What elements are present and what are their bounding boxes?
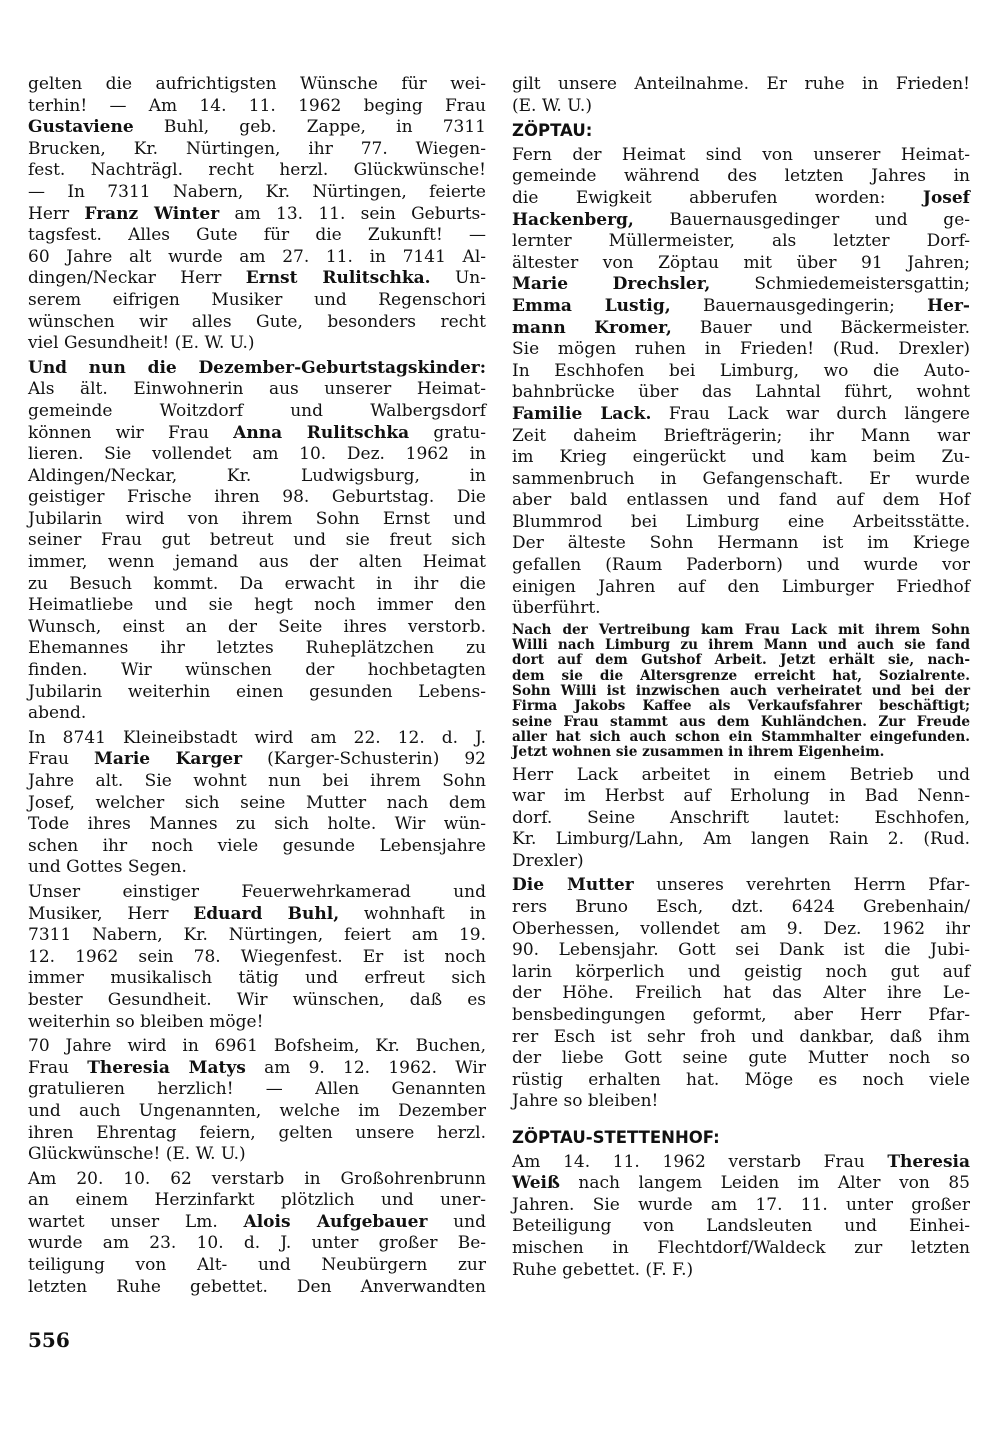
text-line bbox=[512, 829, 970, 851]
text-run: Willi nach Limburg zu ihrem Mann und auch sie fand bbox=[512, 637, 970, 654]
text-run: serem eifrigen Musiker und Regenschori bbox=[28, 289, 486, 310]
text-line bbox=[28, 247, 486, 269]
text-run: wurde am 23. 10. d. J. unter großer Be- bbox=[28, 1233, 486, 1254]
text-line bbox=[512, 210, 970, 232]
text-run: 70 Jahre wird in 6961 Bofsheim, Kr. Buchen, bbox=[28, 1036, 486, 1057]
text-run: Fern der Heimat sind von unserer Heimat- bbox=[512, 144, 970, 165]
text-line bbox=[28, 1169, 486, 1191]
text-line bbox=[512, 983, 970, 1005]
text-line bbox=[28, 96, 486, 118]
text-run: Jahren. Sie wurde am 17. 11. unter großer bbox=[512, 1194, 970, 1215]
text-line bbox=[512, 1152, 970, 1174]
right-column bbox=[512, 74, 970, 1284]
text-run: ZÖPTAU: bbox=[512, 121, 593, 141]
text-run: immer musikalisch tätig und erfreut sich bbox=[28, 968, 486, 989]
left-column bbox=[28, 74, 486, 1301]
text-run: können wir Frau bbox=[28, 422, 234, 443]
text-line bbox=[512, 188, 970, 210]
paragraph bbox=[512, 765, 970, 873]
text-run: gilt unsere Anteilnahme. Er ruhe in Frieden! bbox=[512, 74, 970, 94]
paragraph bbox=[512, 74, 970, 117]
text-run: Beteiligung von Landsleuten und Einhei- bbox=[512, 1216, 970, 1237]
text-run: tagsfest. Alles Gute für die Zukunft! — bbox=[28, 225, 486, 246]
text-line bbox=[512, 1048, 970, 1070]
text-run: dingen/Neckar Herr bbox=[28, 268, 246, 289]
text-run: überführt. bbox=[512, 598, 601, 619]
text-run: Unser einstiger Feuerwehrkamerad und bbox=[28, 881, 486, 902]
paragraph bbox=[28, 1169, 486, 1299]
text-line bbox=[28, 1277, 486, 1299]
text-run: im Krieg eingerückt und kam beim Zu- bbox=[512, 447, 970, 468]
text-line bbox=[28, 1233, 486, 1255]
text-line bbox=[28, 530, 486, 552]
text-run: Sie mögen ruhen in Frieden! (Rud. Drexler) bbox=[512, 339, 970, 360]
text-run: gemeinde während des letzten Jahres in bbox=[512, 166, 970, 187]
text-run: Bauernausgedingerin; bbox=[670, 295, 928, 316]
text-line bbox=[512, 555, 970, 577]
text-line bbox=[512, 745, 970, 760]
text-line bbox=[28, 466, 486, 488]
text-run: wünschen wir alles Gute, besonders recht bbox=[28, 311, 486, 332]
text-run: wohnhaft in bbox=[339, 903, 486, 924]
bold-name: Gustaviene bbox=[28, 117, 134, 138]
text-run: Jahre alt. Sie wohnt nun bei ihrem Sohn bbox=[28, 771, 486, 791]
text-run: Buhl, geb. Zappe, in 7311 bbox=[133, 117, 486, 138]
text-line bbox=[28, 1079, 486, 1101]
text-line bbox=[512, 1195, 970, 1217]
text-line bbox=[28, 749, 486, 771]
small-print-paragraph bbox=[512, 623, 970, 761]
bold-name: Ernst Rulitschka. bbox=[245, 268, 431, 289]
text-run: immer, wenn jemand aus der alten Heimat bbox=[28, 552, 486, 573]
text-line bbox=[28, 814, 486, 836]
text-run: sammenbruch in Gefangenschaft. Er wurde bbox=[512, 468, 970, 489]
text-line bbox=[512, 875, 970, 897]
bold-name: Weiß bbox=[512, 1173, 560, 1194]
text-line bbox=[512, 469, 970, 491]
text-line bbox=[28, 836, 486, 858]
text-run: letzten Ruhe gebettet. Den Anverwandten bbox=[28, 1276, 486, 1297]
paragraph bbox=[28, 882, 486, 1033]
text-run: Musiker, Herr bbox=[28, 903, 194, 924]
text-line bbox=[28, 117, 486, 139]
text-line bbox=[28, 1144, 486, 1166]
text-run: Jubilarin weiterhin einen gesunden Lebens- bbox=[28, 681, 486, 702]
text-line bbox=[512, 253, 970, 275]
text-line bbox=[512, 404, 970, 426]
text-run: seiner Frau gut betreut und sie freut sich bbox=[28, 530, 486, 551]
text-line bbox=[28, 225, 486, 247]
text-run: viel Gesundheit! (E. W. U.) bbox=[28, 333, 255, 354]
text-line bbox=[512, 1027, 970, 1049]
text-run: bester Gesundheit. Wir wünschen, daß es bbox=[28, 989, 486, 1010]
text-run: einigen Jahren auf den Limburger Friedhof bbox=[512, 576, 970, 597]
section-heading bbox=[512, 1127, 970, 1149]
bold-name: Marie Karger bbox=[94, 749, 243, 770]
text-line bbox=[512, 533, 970, 555]
bold-name: mann Kromer, bbox=[512, 317, 672, 338]
text-run: nach langem Leiden im Alter von 85 bbox=[559, 1173, 970, 1194]
text-line bbox=[512, 851, 970, 873]
text-line bbox=[512, 1216, 970, 1238]
text-line bbox=[512, 426, 970, 448]
text-run: rer Esch ist sehr froh und dankbar, daß ihm bbox=[512, 1026, 970, 1047]
text-line bbox=[28, 1101, 486, 1123]
text-line bbox=[28, 268, 486, 290]
text-line bbox=[512, 1260, 970, 1282]
text-line bbox=[512, 120, 970, 142]
text-run: Josef, welcher sich seine Mutter nach dem bbox=[28, 792, 486, 813]
text-run: Herr Lack arbeitet in einem Betrieb und bbox=[512, 764, 970, 785]
text-run: Zeit daheim Briefträgerin; ihr Mann war bbox=[512, 425, 970, 446]
paragraph bbox=[28, 728, 486, 879]
text-run: fest. Nachträgl. recht herzl. Glückwünsche! bbox=[28, 160, 486, 181]
text-run: In Eschhofen bei Limburg, wo die Auto- bbox=[512, 360, 970, 381]
text-run: gelten die aufrichtigsten Wünsche für wei- bbox=[28, 74, 486, 94]
text-line bbox=[512, 919, 970, 941]
text-run: terhin! — Am 14. 11. 1962 beging Frau bbox=[28, 95, 486, 116]
text-run: Wunsch, einst an der Seite ihres verstorb. bbox=[28, 616, 486, 637]
text-line bbox=[512, 318, 970, 340]
text-run: ihren Ehrentag feiern, gelten unsere herzl. bbox=[28, 1122, 486, 1143]
bold-name: Emma Lustig, bbox=[512, 295, 671, 316]
text-line bbox=[28, 728, 486, 750]
text-run: Herr bbox=[28, 203, 85, 224]
text-run: abend. bbox=[28, 703, 87, 724]
text-line bbox=[28, 74, 486, 96]
text-run: dort auf dem Gutshof Arbeit. Jetzt erhält sie, nach- bbox=[512, 652, 970, 669]
text-line bbox=[28, 379, 486, 401]
text-line bbox=[28, 574, 486, 596]
text-run: Frau Lack war durch längere bbox=[651, 403, 970, 424]
text-run: Aldingen/Neckar, Kr. Ludwigsburg, in bbox=[28, 465, 486, 486]
text-run: 90. Lebensjahr. Gott sei Dank ist die Jubi- bbox=[512, 940, 970, 961]
text-run: rüstig erhalten hat. Möge es noch viele bbox=[512, 1069, 970, 1090]
text-run: Am 14. 11. 1962 verstarb Frau bbox=[512, 1151, 888, 1172]
text-line bbox=[28, 660, 486, 682]
text-line bbox=[28, 139, 486, 161]
text-line bbox=[512, 1070, 970, 1092]
text-line bbox=[28, 358, 486, 380]
section-heading bbox=[512, 120, 970, 142]
text-line bbox=[28, 793, 486, 815]
paragraph bbox=[28, 74, 486, 355]
text-run: Blummrod bei Limburg eine Arbeitsstätte. bbox=[512, 511, 970, 532]
text-line bbox=[28, 682, 486, 704]
text-run: weiterhin so bleiben möge! bbox=[28, 1011, 264, 1032]
text-run: Brucken, Kr. Nürtingen, ihr 77. Wiegen- bbox=[28, 138, 486, 159]
text-line bbox=[512, 699, 970, 714]
text-line bbox=[28, 487, 486, 509]
text-line bbox=[28, 703, 486, 725]
text-line bbox=[28, 1255, 486, 1277]
bold-name: Marie Drechsler, bbox=[512, 274, 711, 295]
text-run: an einem Herzinfarkt plötzlich und uner- bbox=[28, 1190, 486, 1211]
text-line bbox=[512, 231, 970, 253]
text-line bbox=[512, 786, 970, 808]
text-line bbox=[28, 1036, 486, 1058]
text-run: und bbox=[427, 1211, 486, 1232]
text-line bbox=[512, 1091, 970, 1113]
text-run: Der älteste Sohn Hermann ist im Kriege bbox=[512, 533, 970, 554]
bold-name: Hackenberg, bbox=[512, 209, 634, 230]
text-run: mischen in Flechtdorf/Waldeck zur letzten bbox=[512, 1237, 970, 1258]
text-run: bensbedingungen geformt, aber Herr Pfar- bbox=[512, 1005, 970, 1026]
paragraph bbox=[512, 875, 970, 1113]
text-line bbox=[512, 897, 970, 919]
text-line bbox=[512, 296, 970, 318]
text-line bbox=[28, 290, 486, 312]
paragraph bbox=[512, 145, 970, 620]
text-line bbox=[28, 160, 486, 182]
text-run: Nach der Vertreibung kam Frau Lack mit ihrem Sohn bbox=[512, 621, 970, 638]
text-line bbox=[28, 423, 486, 445]
text-run: gratulieren herzlich! — Allen Genannten bbox=[28, 1079, 486, 1100]
text-run: gratu- bbox=[409, 422, 486, 443]
text-run: Sohn Willi ist inzwischen auch verheiratet und bei der bbox=[512, 683, 970, 700]
text-run: In 8741 Kleineibstadt wird am 22. 12. d. J. bbox=[28, 727, 486, 748]
text-line bbox=[28, 401, 486, 423]
text-line bbox=[512, 715, 970, 730]
text-run: ältester von Zöptau mit über 91 Jahren; bbox=[512, 252, 970, 273]
text-run: Am 20. 10. 62 verstarb in Großohrenbrunn bbox=[28, 1168, 486, 1189]
text-line bbox=[512, 638, 970, 653]
text-line bbox=[512, 339, 970, 361]
text-line bbox=[28, 1058, 486, 1080]
text-line bbox=[28, 638, 486, 660]
text-run: am 9. 12. 1962. Wir bbox=[245, 1057, 486, 1078]
text-line bbox=[28, 312, 486, 334]
text-run: Frau bbox=[28, 1057, 88, 1078]
text-run: seine Frau stammt aus dem Kuhländchen. Zur Freude bbox=[512, 713, 970, 730]
text-run: Heimatliebe und sie hegt noch immer den bbox=[28, 595, 486, 616]
bold-name: Eduard Buhl, bbox=[193, 903, 340, 924]
text-line bbox=[512, 684, 970, 699]
bold-name: Die Mutter bbox=[512, 875, 634, 896]
text-run: gefallen (Raum Paderborn) und wurde vor bbox=[512, 555, 970, 576]
text-run: und auch Ungenannten, welche im Dezember bbox=[28, 1100, 486, 1121]
text-line bbox=[28, 617, 486, 639]
text-line bbox=[28, 1012, 486, 1034]
text-line bbox=[28, 204, 486, 226]
text-line bbox=[512, 808, 970, 830]
text-run: Un- bbox=[430, 268, 486, 289]
text-run: gemeinde Woitzdorf und Walbergsdorf bbox=[28, 400, 486, 421]
text-line bbox=[512, 1127, 970, 1149]
text-line bbox=[512, 577, 970, 599]
text-run: Ehemannes ihr letztes Ruheplätzchen zu bbox=[28, 638, 486, 659]
text-line bbox=[28, 771, 486, 793]
text-run: rers Bruno Esch, dzt. 6424 Grebenhain/ bbox=[512, 897, 970, 918]
text-line bbox=[28, 182, 486, 204]
text-run: der Höhe. Freilich hat das Alter ihre Le- bbox=[512, 983, 970, 1004]
text-line bbox=[28, 552, 486, 574]
bold-name: Josef bbox=[922, 187, 970, 208]
text-line bbox=[512, 1005, 970, 1027]
text-line bbox=[28, 333, 486, 355]
text-line bbox=[28, 509, 486, 531]
text-run: Frau bbox=[28, 749, 95, 770]
text-run: unseres verehrten Herrn Pfar- bbox=[633, 875, 970, 896]
text-run: wartet unser Lm. bbox=[28, 1211, 244, 1232]
text-line bbox=[512, 490, 970, 512]
text-run: Jubilarin wird von ihrem Sohn Ernst und bbox=[28, 508, 486, 529]
text-run: Kr. Limburg/Lahn, Am langen Rain 2. (Rud. bbox=[512, 829, 970, 850]
bold-name: Alois Aufgebauer bbox=[243, 1211, 428, 1232]
text-line bbox=[28, 925, 486, 947]
text-run: dem sie die Altersgrenze erreicht hat, Sozialrente. bbox=[512, 667, 970, 684]
text-run: Schmiedemeistersgattin; bbox=[710, 274, 970, 295]
bold-name: Franz Winter bbox=[84, 203, 220, 224]
text-run: Drexler) bbox=[512, 850, 584, 871]
text-line bbox=[28, 882, 486, 904]
text-run: bahnbrücke über das Lahntal führt, wohnt bbox=[512, 382, 970, 403]
text-run: — In 7311 Nabern, Kr. Nürtingen, feierte bbox=[28, 181, 486, 202]
text-line bbox=[512, 940, 970, 962]
text-line bbox=[512, 274, 970, 296]
text-run: am 13. 11. sein Geburts- bbox=[219, 203, 486, 224]
text-run: zu Besuch kommt. Da erwacht in ihr die bbox=[28, 573, 486, 594]
bold-name: Und nun die Dezember-Geburtstagskinder: bbox=[28, 357, 486, 378]
text-run: teiligung von Alt- und Neubürgern zur bbox=[28, 1255, 486, 1276]
text-run: war im Herbst auf Erholung in Bad Nenn- bbox=[512, 786, 970, 807]
text-line bbox=[28, 947, 486, 969]
text-run: lieren. Sie vollendet am 10. Dez. 1962 in bbox=[28, 444, 486, 465]
bold-name: Familie Lack. bbox=[512, 403, 652, 424]
page-number: 556 bbox=[28, 1328, 70, 1352]
text-run: dorf. Seine Anschrift lautet: Eschhofen, bbox=[512, 807, 970, 828]
text-line bbox=[28, 595, 486, 617]
text-run: die Ewigkeit abberufen worden: bbox=[512, 187, 923, 208]
bold-name: Theresia Matys bbox=[87, 1057, 246, 1078]
text-run: 60 Jahre alt wurde am 27. 11. in 7141 Al- bbox=[28, 246, 486, 267]
text-run: Jahre so bleiben! bbox=[512, 1091, 659, 1112]
text-line bbox=[512, 623, 970, 638]
text-run: aber bald entlassen und fand auf dem Hof bbox=[512, 490, 970, 511]
text-line bbox=[28, 1123, 486, 1145]
paragraph bbox=[512, 1152, 970, 1282]
text-line bbox=[512, 765, 970, 787]
text-run: Ruhe gebettet. (F. F.) bbox=[512, 1259, 694, 1280]
text-line bbox=[512, 361, 970, 383]
text-run: Jetzt wohnen sie zusammen in ihrem Eigenheim. bbox=[512, 744, 885, 761]
text-run: Bauernausgedinger und ge- bbox=[633, 209, 970, 230]
text-line bbox=[512, 730, 970, 745]
text-line bbox=[512, 145, 970, 167]
text-line bbox=[28, 1212, 486, 1234]
text-line bbox=[512, 382, 970, 404]
text-run: Glückwünsche! (E. W. U.) bbox=[28, 1144, 246, 1165]
bold-name: Anna Rulitschka bbox=[233, 422, 410, 443]
text-run: 7311 Nabern, Kr. Nürtingen, feiert am 19. bbox=[28, 925, 486, 946]
text-run: lernter Müllermeister, als letzter Dorf- bbox=[512, 231, 970, 252]
text-line bbox=[28, 1190, 486, 1212]
text-run: Als ält. Einwohnerin aus unserer Heimat- bbox=[28, 379, 486, 400]
text-run: aller hat sich auch schon ein Stammhalter eingefunden. bbox=[512, 728, 970, 745]
text-line bbox=[512, 512, 970, 534]
paragraph bbox=[28, 358, 486, 725]
text-line bbox=[512, 653, 970, 668]
bold-name: Her- bbox=[927, 295, 970, 316]
text-run: finden. Wir wünschen der hochbetagten bbox=[28, 660, 486, 681]
text-run: (E. W. U.) bbox=[512, 95, 592, 116]
text-line bbox=[28, 857, 486, 879]
text-run: Tode ihres Mannes zu sich holte. Wir wün- bbox=[28, 814, 486, 835]
text-line bbox=[512, 447, 970, 469]
text-line bbox=[512, 1173, 970, 1195]
text-run: geistiger Frische ihren 98. Geburtstag. Die bbox=[28, 487, 486, 508]
text-line bbox=[512, 669, 970, 684]
text-run: und Gottes Segen. bbox=[28, 857, 187, 878]
text-line bbox=[512, 962, 970, 984]
text-line bbox=[28, 444, 486, 466]
text-run: der liebe Gott seine gute Mutter noch so bbox=[512, 1048, 970, 1069]
paragraph bbox=[28, 1036, 486, 1166]
text-run: (Karger-Schusterin) 92 bbox=[242, 749, 486, 770]
text-line bbox=[512, 166, 970, 188]
bold-name: Theresia bbox=[887, 1151, 970, 1172]
text-line bbox=[28, 904, 486, 926]
text-line bbox=[28, 968, 486, 990]
text-line bbox=[512, 598, 970, 620]
text-run: Firma Jakobs Kaffee als Verkaufsfahrer beschäftigt; bbox=[512, 698, 970, 715]
text-run: Bauer und Bäckermeister. bbox=[671, 317, 970, 338]
text-line bbox=[512, 1238, 970, 1260]
text-run: schen ihr noch viele gesunde Lebensjahre bbox=[28, 835, 486, 856]
text-line bbox=[28, 990, 486, 1012]
text-run: ZÖPTAU-STETTENHOF: bbox=[512, 1128, 720, 1148]
text-run: Oberhessen, vollendet am 9. Dez. 1962 ihr bbox=[512, 918, 970, 939]
text-run: 12. 1962 sein 78. Wiegenfest. Er ist noch bbox=[28, 946, 486, 967]
text-run: larin körperlich und geistig noch gut auf bbox=[512, 961, 970, 982]
text-line bbox=[512, 74, 970, 96]
text-line bbox=[512, 96, 970, 118]
